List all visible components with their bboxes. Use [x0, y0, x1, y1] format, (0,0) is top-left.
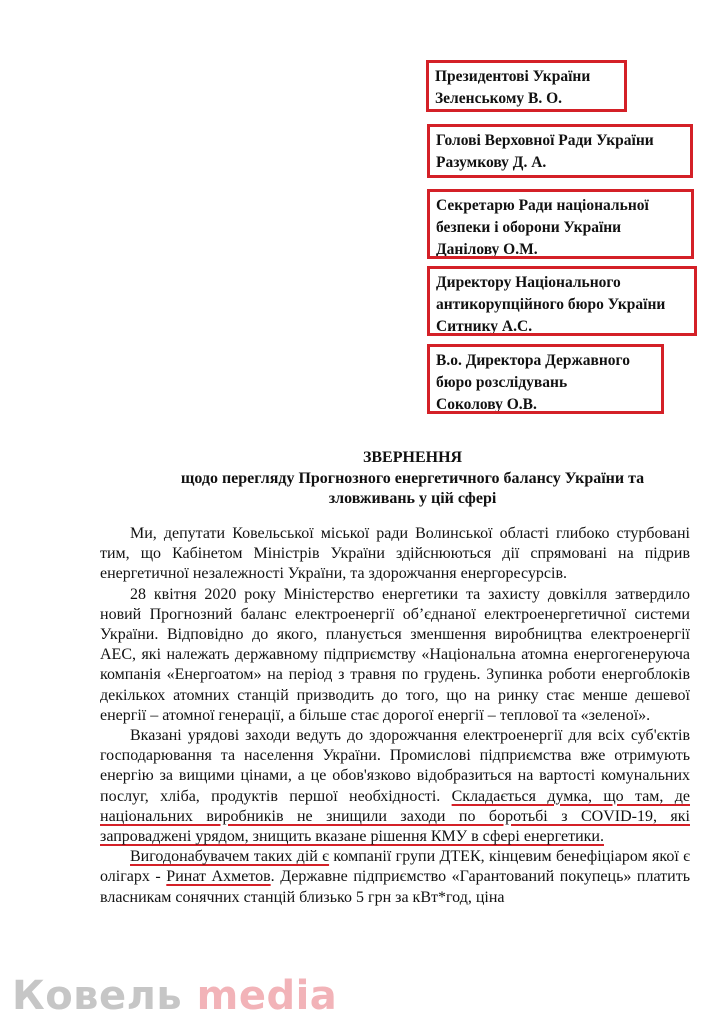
underlined-passage: Вигодонабувачем таких дій є	[130, 848, 330, 866]
addressee-line: безпеки і оборони України	[436, 219, 622, 236]
addressee-line: бюро розслідувань	[436, 374, 568, 391]
addressee-line: Данілову О.М.	[436, 241, 538, 258]
document-subject-line: зловживань у цій сфері	[328, 490, 497, 507]
addressee-box-nsdc-secretary	[427, 189, 694, 259]
addressee-box-president	[426, 60, 627, 112]
addressee-line: Голові Верховної Ради України	[436, 132, 654, 149]
site-watermark-logo	[12, 973, 337, 1019]
addressee-line: Разумкову Д. А.	[436, 154, 547, 171]
paragraph	[100, 726, 690, 847]
underlined-passage: Складається думка, що там, де національних виробників не знищили заходи по боротьбі з COVID-19, які запроваджені урядом, знищить вказане рішення КМУ в сфері енергетики.	[100, 787, 690, 846]
addressee-line: Зеленському В. О.	[435, 90, 563, 107]
addressee-box-nabu-director	[427, 266, 697, 336]
underlined-name: Ринат Ахметов	[166, 868, 271, 886]
addressee-line: антикорупційного бюро України	[436, 296, 666, 313]
paragraph-text: . Державне підприємство «Гарантований покупець» платить власникам сонячних станцій близько 5 грн за кВт*год, ціна	[100, 868, 690, 906]
watermark-word: media	[196, 973, 338, 1019]
addressee-line: Президентові України	[435, 68, 591, 85]
document-heading: ЗВЕРНЕННЯ	[362, 449, 463, 466]
addressee-box-sbi-director	[427, 344, 664, 414]
addressee-line: Директору Національного	[436, 274, 621, 291]
document-body	[100, 524, 690, 908]
document-subject-line: щодо перегляду Прогнозного енергетичного балансу України та	[180, 470, 645, 487]
paragraph-text: компанії групи ДТЕК, кінцевим бенефіціаром якої є олігарх -	[100, 848, 690, 886]
paragraph	[100, 847, 690, 908]
paragraph: 28 квітня 2020 року Міністерство енергетики та захисту довкілля затвердило новий Прогнозний баланс електроенергії об’єднаної електроенергетичної системи України. Відповідно до якого, планується зменшення виробництва електроенергії АЕС, які належать державному підприємству «Національна атомна енергогенеруюча компанія «Енергоатом» на період з травня по грудень. Зупинка роботи енергоблоків декількох атомних станцій призводить до того, що на ринку стає менше дешевої енергії – атомної генерації, а більше стає дорогої енергії – теплової та «зеленої».	[100, 585, 690, 724]
paragraph: Ми, депутати Ковельської міської ради Волинської області глибоко стурбовані тим, що Кабінетом Міністрів України здійснюються дії спрямовані на підрив енергетичної незалежності України, та здорожчання енергоресурсів.	[100, 525, 690, 583]
addressee-line: Соколову О.В.	[436, 396, 537, 413]
addressee-line: Секретарю Ради національної	[436, 197, 649, 214]
addressee-box-parliament-head	[427, 124, 693, 178]
addressee-line: Ситнику А.С.	[436, 318, 533, 335]
paragraph-text: Вказані урядові заходи ведуть до здорожчання електроенергії для всіх суб'єктів господарювання та населення України. Промислові підприємства вже отримують енергію за вищими цінами, а це обов'язково відобразиться на вартості комунальних послуг, хліба, продуктів першої необхідності.	[100, 727, 690, 805]
watermark-word: Ковель	[12, 973, 197, 1019]
addressee-line: В.о. Директора Державного	[436, 352, 630, 369]
